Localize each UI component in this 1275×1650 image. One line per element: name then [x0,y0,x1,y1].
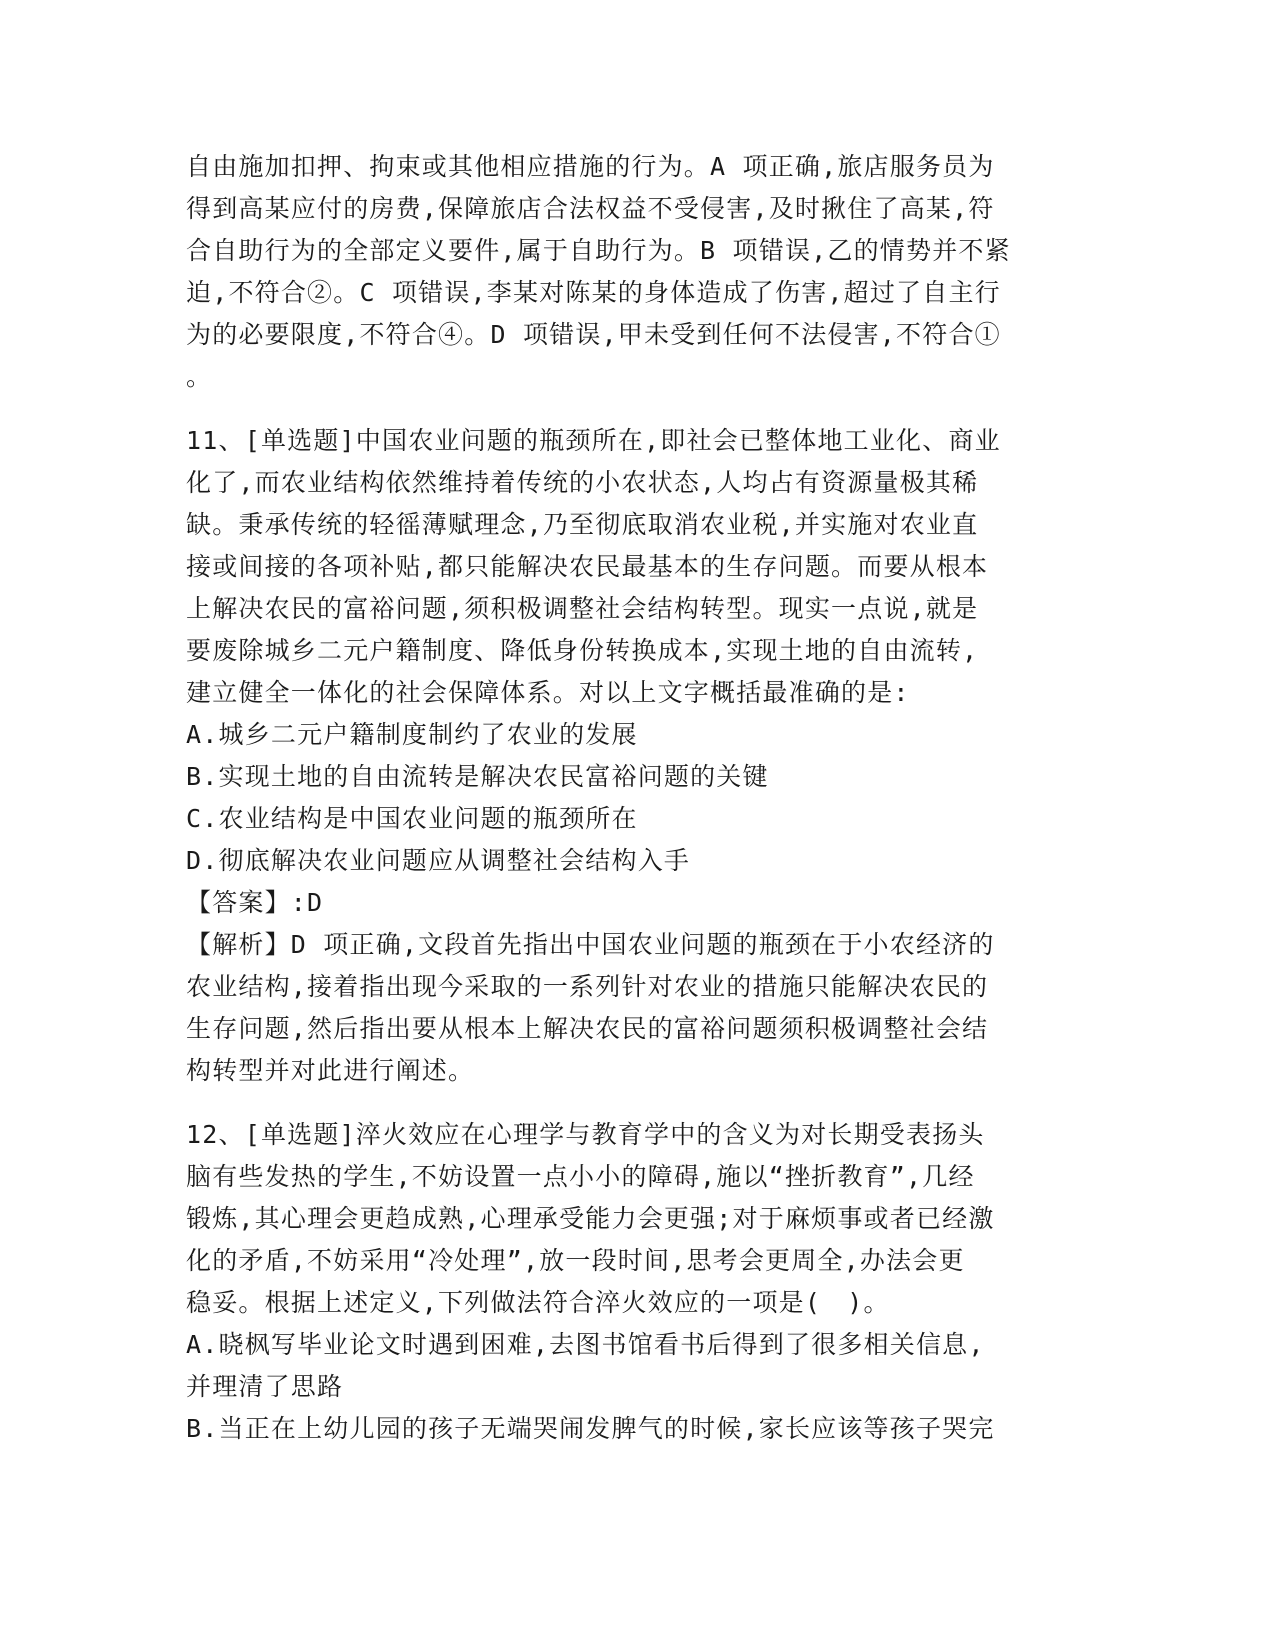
question-12 [186,1114,1076,1450]
option-a-continued: 并理清了思路 [186,1372,344,1401]
text-line: 11、[单选题]中国农业问题的瓶颈所在,即社会已整体地工业化、商业 [186,426,1001,455]
question-11-stem [186,420,1076,714]
text-line: 12、[单选题]淬火效应在心理学与教育学中的含义为对长期受表扬头 [186,1120,985,1149]
text-line: 稳妥。根据上述定义,下列做法符合淬火效应的一项是( )。 [186,1288,890,1317]
option-b: B.当正在上幼儿园的孩子无端哭闹发脾气的时候,家长应该等孩子哭完 [186,1414,995,1443]
text-line: 接或间接的各项补贴,都只能解决农民最基本的生存问题。而要从根本 [186,552,989,581]
option-b: B.实现土地的自由流转是解决农民富裕问题的关键 [186,762,769,791]
text-line: 。 [186,362,213,391]
text-line: 自由施加扣押、拘束或其他相应措施的行为。A 项正确,旅店服务员为 [186,152,995,181]
question-11-analysis [186,924,1076,1092]
option-d: D.彻底解决农业问题应从调整社会结构入手 [186,846,691,875]
text-line: 化的矛盾,不妨采用“冷处理”,放一段时间,思考会更周全,办法会更 [186,1246,965,1275]
text-line: 【解析】D 项正确,文段首先指出中国农业问题的瓶颈在于小农经济的 [186,930,995,959]
question-11-answer: 【答案】:D [186,888,324,917]
paragraph-gap [186,1092,1076,1114]
text-line: 上解决农民的富裕问题,须积极调整社会结构转型。现实一点说,就是 [186,594,979,623]
paragraph-gap [186,398,1076,420]
text-line: 建立健全一体化的社会保障体系。对以上文字概括最准确的是: [186,678,910,707]
text-line: 脑有些发热的学生,不妨设置一点小小的障碍,施以“挫折教育”,几经 [186,1162,975,1191]
text-line: 合自助行为的全部定义要件,属于自助行为。B 项错误,乙的情势并不紧 [186,236,1011,265]
text-line: 要废除城乡二元户籍制度、降低身份转换成本,实现土地的自由流转, [186,636,979,665]
option-a: A.城乡二元户籍制度制约了农业的发展 [186,720,638,749]
option-a: A.晓枫写毕业论文时遇到困难,去图书馆看书后得到了很多相关信息, [186,1330,985,1359]
question-12-stem [186,1114,1076,1324]
question-11-options [186,714,1076,882]
question-11 [186,420,1076,1092]
text-line: 得到高某应付的房费,保障旅店合法权益不受侵害,及时揪住了高某,符 [186,194,995,223]
text-line: 迫,不符合②。C 项错误,李某对陈某的身体造成了伤害,超过了自主行 [186,278,1001,307]
text-line: 为的必要限度,不符合④。D 项错误,甲未受到任何不法侵害,不符合① [186,320,1001,349]
text-line: 缺。秉承传统的轻徭薄赋理念,乃至彻底取消农业税,并实施对农业直 [186,510,979,539]
question-12-options [186,1324,1076,1450]
text-line: 构转型并对此进行阐述。 [186,1056,475,1085]
text-line: 生存问题,然后指出要从根本上解决农民的富裕问题须积极调整社会结 [186,1014,989,1043]
text-line: 化了,而农业结构依然维持着传统的小农状态,人均占有资源量极其稀 [186,468,979,497]
text-line: 农业结构,接着指出现今采取的一系列针对农业的措施只能解决农民的 [186,972,989,1001]
previous-explanation [186,146,1076,398]
text-line: 锻炼,其心理会更趋成熟,心理承受能力会更强;对于麻烦事或者已经激 [186,1204,995,1233]
option-c: C.农业结构是中国农业问题的瓶颈所在 [186,804,638,833]
document-content [186,146,1076,1450]
